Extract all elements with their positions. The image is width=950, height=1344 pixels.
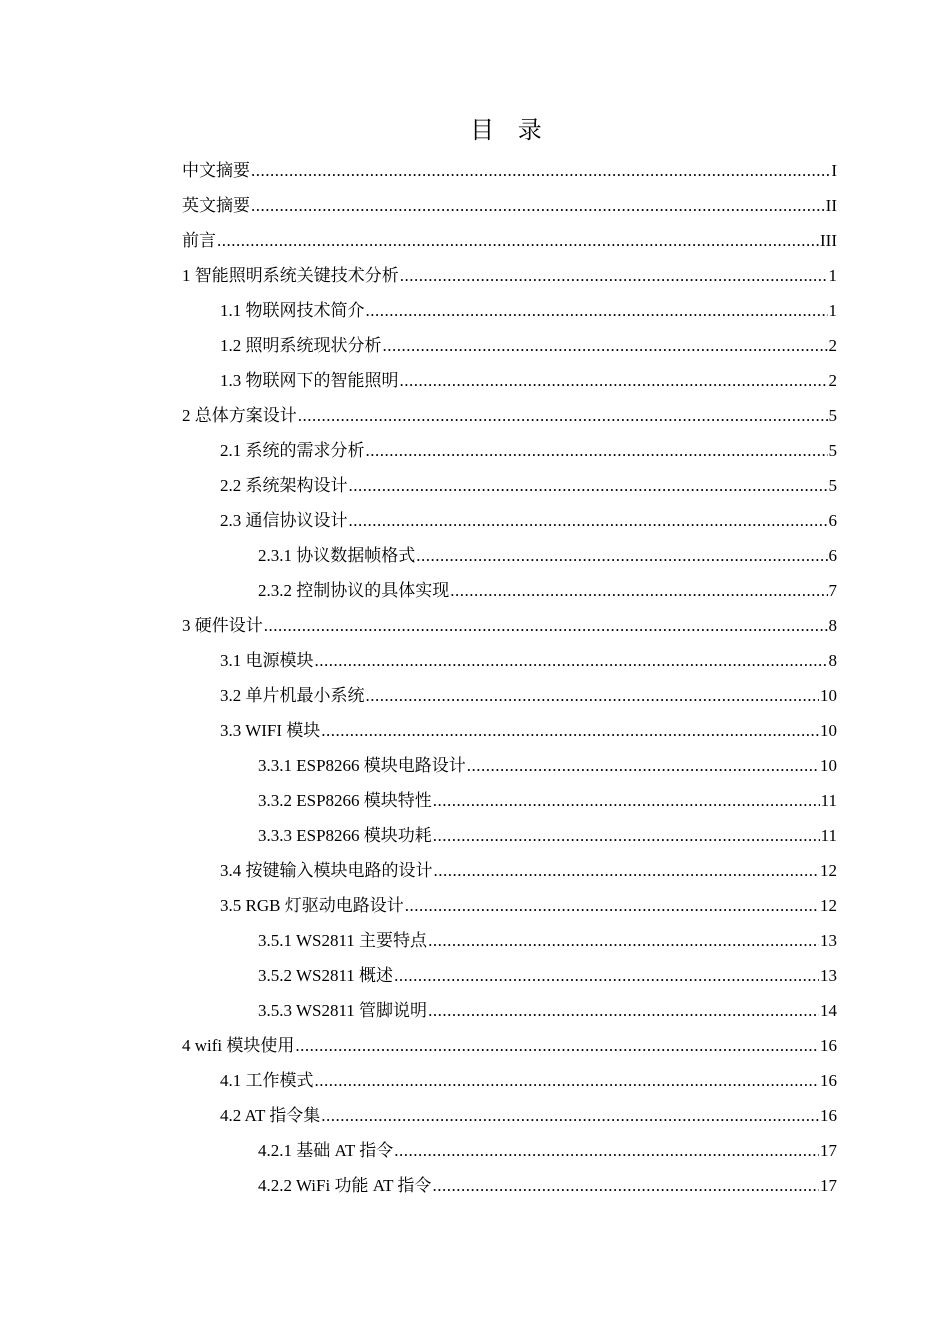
toc-entry-page-number: 16 [820, 1106, 837, 1125]
toc-dot-leader [428, 993, 819, 1028]
toc-entry-page-number: 8 [828, 651, 837, 670]
toc-entry-label: 前言 [182, 231, 216, 250]
toc-entry-page-number: 5 [828, 476, 837, 495]
toc-dot-leader [405, 888, 819, 923]
toc-dot-leader [450, 573, 827, 608]
toc-entry[interactable] [182, 958, 837, 993]
toc-entry-page-number: 7 [828, 581, 837, 600]
toc-dot-leader [434, 853, 820, 888]
toc-dot-leader [400, 363, 828, 398]
toc-entry-label: 2 总体方案设计 [182, 406, 297, 425]
toc-entry-label: 4.2 AT 指令集 [220, 1106, 321, 1125]
toc-entry[interactable] [182, 888, 837, 923]
toc-dot-leader [321, 1098, 819, 1133]
toc-entry[interactable] [182, 468, 837, 503]
toc-dot-leader [251, 153, 830, 188]
toc-entry-label: 3.3.1 ESP8266 模块电路设计 [258, 756, 466, 775]
toc-entry[interactable] [182, 328, 837, 363]
toc-dot-leader [394, 958, 819, 993]
toc-entry[interactable] [182, 1098, 837, 1133]
toc-entry[interactable] [182, 433, 837, 468]
toc-entry-page-number: II [825, 196, 837, 215]
toc-entry-page-number: 11 [820, 791, 837, 810]
toc-entry-label: 4 wifi 模块使用 [182, 1036, 295, 1055]
toc-entry-page-number: 17 [820, 1141, 837, 1160]
toc-dot-leader [383, 328, 828, 363]
toc-entry-label: 1.3 物联网下的智能照明 [220, 371, 399, 390]
toc-dot-leader [264, 608, 828, 643]
toc-entry-label: 2.1 系统的需求分析 [220, 441, 365, 460]
toc-dot-leader [400, 258, 828, 293]
toc-entry[interactable] [182, 188, 837, 223]
toc-entry-page-number: 2 [828, 371, 837, 390]
toc-entry-page-number: 10 [820, 686, 837, 705]
toc-entry[interactable] [182, 538, 837, 573]
toc-entry-page-number: 6 [828, 511, 837, 530]
toc-entry-page-number: 13 [820, 931, 837, 950]
toc-dot-leader [366, 433, 828, 468]
toc-entry-label: 1 智能照明系统关键技术分析 [182, 266, 399, 285]
toc-entry-label: 3.5.1 WS2811 主要特点 [258, 931, 428, 950]
toc-entry-page-number: 2 [828, 336, 837, 355]
toc-dot-leader [315, 1063, 820, 1098]
toc-entry-label: 2.3 通信协议设计 [220, 511, 348, 530]
toc-dot-leader [433, 818, 820, 853]
toc-entry[interactable] [182, 1168, 837, 1203]
toc-entry-label: 1.2 照明系统现状分析 [220, 336, 382, 355]
toc-entry-page-number: 1 [828, 266, 837, 285]
toc-entry-page-number: 16 [820, 1071, 837, 1090]
toc-entry[interactable] [182, 748, 837, 783]
toc-entry-page-number: 12 [820, 896, 837, 915]
toc-entry[interactable] [182, 363, 837, 398]
toc-entry-label: 3.3 WIFI 模块 [220, 721, 321, 740]
toc-entry-label: 3.3.2 ESP8266 模块特性 [258, 791, 432, 810]
toc-entry-page-number: 13 [820, 966, 837, 985]
toc-entry-page-number: 5 [828, 406, 837, 425]
toc-entry-label: 3.5.2 WS2811 概述 [258, 966, 394, 985]
table-of-contents [182, 153, 837, 1203]
toc-entry-label: 3 硬件设计 [182, 616, 263, 635]
toc-entry-label: 3.2 单片机最小系统 [220, 686, 365, 705]
toc-entry[interactable] [182, 1063, 837, 1098]
toc-entry-label: 3.1 电源模块 [220, 651, 314, 670]
toc-dot-leader [321, 713, 819, 748]
toc-dot-leader [394, 1133, 819, 1168]
toc-entry[interactable] [182, 783, 837, 818]
toc-entry-page-number: I [831, 161, 837, 180]
toc-entry[interactable] [182, 258, 837, 293]
toc-dot-leader [428, 923, 819, 958]
toc-entry-page-number: 17 [820, 1176, 837, 1195]
toc-dot-leader [432, 1168, 819, 1203]
toc-entry-page-number: III [820, 231, 837, 250]
toc-dot-leader [467, 748, 819, 783]
toc-entry-label: 2.3.2 控制协议的具体实现 [258, 581, 450, 600]
toc-entry-page-number: 11 [820, 826, 837, 845]
toc-title: 目 录 [470, 116, 550, 144]
toc-entry[interactable] [182, 223, 837, 258]
toc-dot-leader [298, 398, 828, 433]
toc-entry-label: 3.4 按键输入模块电路的设计 [220, 861, 433, 880]
toc-entry-label: 4.2.1 基础 AT 指令 [258, 1141, 394, 1160]
toc-entry-label: 2.3.1 协议数据帧格式 [258, 546, 416, 565]
toc-entry[interactable] [182, 643, 837, 678]
toc-entry[interactable] [182, 678, 837, 713]
toc-entry-page-number: 16 [820, 1036, 837, 1055]
toc-entry-label: 英文摘要 [182, 196, 250, 215]
toc-entry[interactable] [182, 1133, 837, 1168]
toc-entry[interactable] [182, 293, 837, 328]
toc-dot-leader [295, 1028, 819, 1063]
toc-dot-leader [349, 468, 828, 503]
toc-entry-page-number: 8 [828, 616, 837, 635]
toc-entry-label: 2.2 系统架构设计 [220, 476, 348, 495]
toc-entry[interactable] [182, 818, 837, 853]
toc-dot-leader [315, 643, 828, 678]
toc-entry-label: 4.1 工作模式 [220, 1071, 314, 1090]
toc-entry-label: 中文摘要 [182, 161, 250, 180]
toc-entry[interactable] [182, 993, 837, 1028]
toc-entry-label: 1.1 物联网技术简介 [220, 301, 365, 320]
toc-entry[interactable] [182, 713, 837, 748]
toc-entry-label: 4.2.2 WiFi 功能 AT 指令 [258, 1176, 432, 1195]
toc-dot-leader [251, 188, 825, 223]
toc-entry-page-number: 12 [820, 861, 837, 880]
toc-entry[interactable] [182, 608, 837, 643]
toc-dot-leader [366, 293, 828, 328]
toc-entry-page-number: 10 [820, 721, 837, 740]
toc-dot-leader [416, 538, 827, 573]
toc-entry-label: 3.5.3 WS2811 管脚说明 [258, 1001, 428, 1020]
toc-entry-page-number: 1 [828, 301, 837, 320]
toc-entry-label: 3.5 RGB 灯驱动电路设计 [220, 896, 404, 915]
toc-dot-leader [217, 223, 819, 258]
toc-entry-page-number: 6 [828, 546, 837, 565]
toc-entry-label: 3.3.3 ESP8266 模块功耗 [258, 826, 432, 845]
toc-entry[interactable] [182, 1028, 837, 1063]
toc-dot-leader [433, 783, 820, 818]
toc-entry[interactable] [182, 398, 837, 433]
toc-entry[interactable] [182, 153, 837, 188]
toc-dot-leader [366, 678, 820, 713]
toc-entry[interactable] [182, 853, 837, 888]
toc-entry-page-number: 14 [820, 1001, 837, 1020]
toc-entry-page-number: 10 [820, 756, 837, 775]
toc-entry[interactable] [182, 503, 837, 538]
toc-entry[interactable] [182, 923, 837, 958]
toc-entry[interactable] [182, 573, 837, 608]
toc-entry-page-number: 5 [828, 441, 837, 460]
toc-dot-leader [349, 503, 828, 538]
